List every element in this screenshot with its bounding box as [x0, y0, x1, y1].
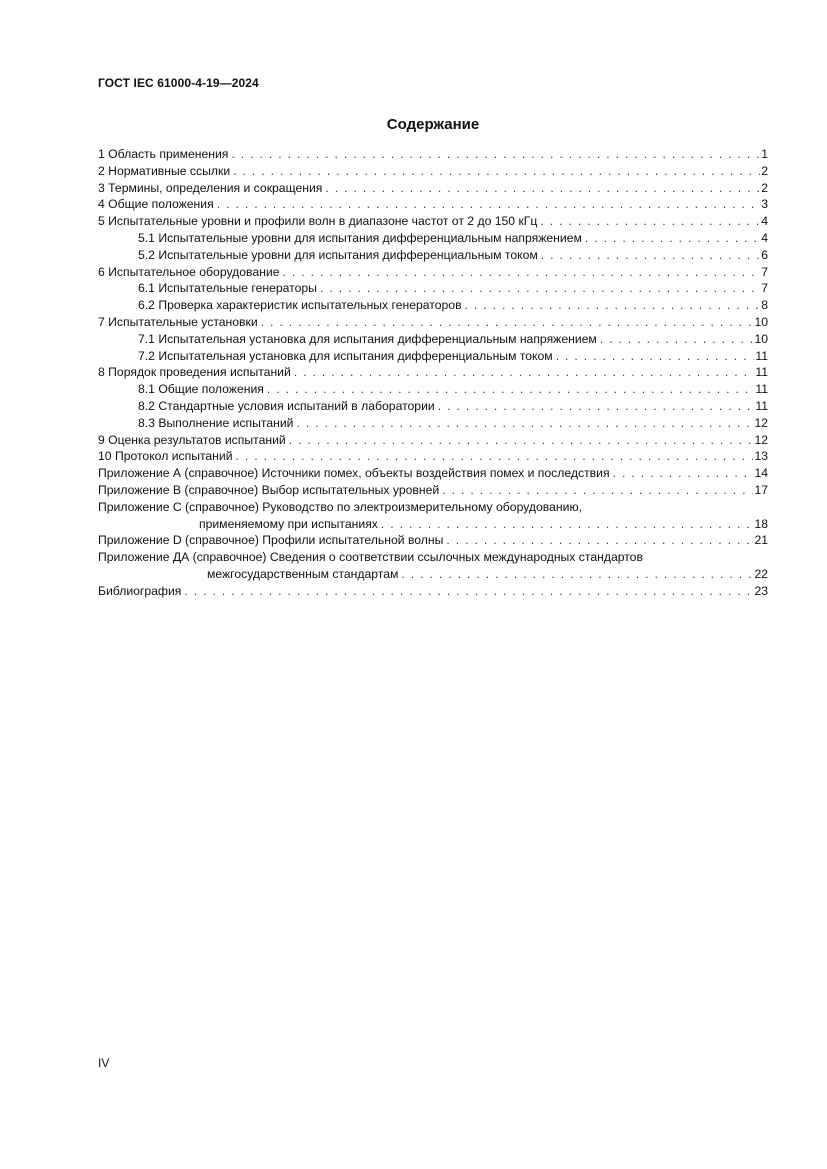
table-of-contents — [98, 146, 768, 600]
toc-entry-page: 23 — [754, 583, 768, 598]
document-header: ГОСТ IEC 61000-4-19—2024 — [98, 76, 259, 90]
toc-entry-text: 6 Испытательное оборудование — [98, 264, 280, 279]
toc-entry-page: 18 — [754, 516, 768, 531]
toc-entry-page: 21 — [754, 533, 768, 548]
toc-subentry[interactable] — [98, 398, 768, 415]
toc-entry[interactable] — [98, 180, 768, 197]
toc-entry-bibliography[interactable] — [98, 583, 768, 600]
toc-entry-page: 22 — [754, 566, 768, 581]
toc-entry-page: 12 — [754, 415, 768, 430]
toc-entry-text: 8.1 Общие положения — [138, 382, 264, 397]
toc-entry-page: 7 — [761, 264, 768, 279]
toc-leader — [236, 448, 754, 465]
toc-entry-text: Приложение D (справочное) Профили испытательной волны — [98, 533, 444, 548]
toc-entry-text: 7.1 Испытательная установка для испытания дифференциальным напряжением — [138, 331, 597, 346]
toc-entry-page: 11 — [755, 348, 768, 363]
toc-entry-text: Приложение С (справочное) Руководство по электроизмерительному оборудованию, — [98, 499, 582, 514]
toc-subentry[interactable] — [98, 297, 768, 314]
toc-subentry[interactable] — [98, 331, 768, 348]
toc-leader — [233, 163, 760, 180]
toc-entry[interactable] — [98, 432, 768, 449]
toc-entry-text: 5 Испытательные уровни и профили волн в диапазоне частот от 2 до 150 кГц — [98, 214, 538, 229]
toc-entry[interactable] — [98, 196, 768, 213]
toc-leader — [465, 297, 761, 314]
toc-leader — [231, 146, 760, 163]
toc-entry-page: 12 — [754, 432, 768, 447]
toc-entry-text: Приложение В (справочное) Выбор испытательных уровней — [98, 482, 440, 497]
toc-subentry[interactable] — [98, 247, 768, 264]
toc-entry-page: 10 — [754, 331, 768, 346]
toc-subentry[interactable] — [98, 381, 768, 398]
toc-entry-appendix-d[interactable] — [98, 532, 768, 549]
toc-entry[interactable] — [98, 448, 768, 465]
toc-entry-text: 1 Область применения — [98, 147, 229, 161]
toc-entry-text: 7.2 Испытательная установка для испытания дифференциальным током — [138, 348, 553, 363]
toc-entry-text: 6.1 Испытательные генераторы — [138, 281, 317, 296]
toc-title: Содержание — [386, 116, 480, 133]
toc-subentry[interactable] — [98, 280, 768, 297]
toc-entry[interactable] — [98, 146, 768, 163]
toc-entry-text: Приложение ДА (справочное) Сведения о соответствии ссылочных международных стандартов — [98, 550, 643, 565]
toc-entry-page: 14 — [754, 466, 768, 481]
toc-leader — [556, 348, 755, 365]
toc-entry-text: 9 Оценка результатов испытаний — [98, 432, 286, 447]
toc-leader — [296, 415, 753, 432]
toc-entry-text: 7 Испытательные установки — [98, 314, 258, 329]
toc-entry-appendix-b[interactable] — [98, 482, 768, 499]
toc-entry-appendix-da[interactable] — [98, 549, 768, 566]
toc-leader — [438, 398, 755, 415]
toc-leader — [613, 465, 754, 482]
toc-entry-page: 11 — [755, 365, 768, 380]
toc-entry-page: 4 — [761, 230, 768, 245]
toc-entry[interactable] — [98, 264, 768, 281]
toc-entry-text: 5.1 Испытательные уровни для испытания дифференциальным напряжением — [138, 230, 582, 245]
toc-entry-text: 6.2 Проверка характеристик испытательных генераторов — [138, 298, 462, 313]
toc-entry-page: 1 — [761, 147, 768, 161]
toc-entry-appendix-c[interactable] — [98, 499, 768, 516]
toc-entry-text: 4 Общие положения — [98, 197, 214, 212]
toc-leader — [325, 180, 760, 197]
toc-leader — [381, 516, 754, 533]
toc-leader — [267, 381, 754, 398]
toc-entry-page: 17 — [754, 482, 768, 497]
toc-entry-text: 2 Нормативные ссылки — [98, 163, 231, 178]
toc-leader — [184, 583, 753, 600]
toc-entry-text: 10 Протокол испытаний — [98, 449, 233, 464]
toc-entry-page: 6 — [761, 247, 768, 262]
toc-entry-page: 3 — [761, 197, 768, 212]
toc-entry-page: 2 — [761, 180, 768, 195]
toc-entry-text: межгосударственным стандартам — [207, 566, 399, 581]
toc-leader — [282, 264, 760, 281]
toc-entry-text: 8 Порядок проведения испытаний — [98, 365, 291, 380]
toc-entry-page: 10 — [754, 314, 768, 329]
toc-entry[interactable] — [98, 213, 768, 230]
toc-leader — [401, 566, 753, 583]
toc-entry-text: Библиография — [98, 583, 182, 598]
toc-entry-page: 2 — [761, 163, 768, 178]
toc-leader — [540, 213, 760, 230]
page-number: IV — [98, 1056, 110, 1070]
toc-entry-appendix-a[interactable] — [98, 465, 768, 482]
toc-entry-text: 3 Термины, определения и сокращения — [98, 180, 323, 195]
toc-entry-text: 8.2 Стандартные условия испытаний в лаборатории — [138, 398, 435, 413]
toc-entry[interactable] — [98, 314, 768, 331]
toc-entry-page: 7 — [761, 281, 768, 296]
toc-entry[interactable] — [98, 364, 768, 381]
toc-leader — [442, 482, 753, 499]
toc-entry-page: 8 — [761, 298, 768, 313]
toc-entry-page: 13 — [754, 449, 768, 464]
toc-entry-text: 5.2 Испытательные уровни для испытания дифференциальным током — [138, 247, 538, 262]
toc-leader — [600, 331, 754, 348]
toc-subentry[interactable] — [98, 348, 768, 365]
toc-entry-text: 8.3 Выполнение испытаний — [138, 415, 294, 430]
toc-leader — [585, 230, 760, 247]
toc-subentry[interactable] — [98, 415, 768, 432]
toc-entry[interactable] — [98, 163, 768, 180]
toc-leader — [294, 364, 755, 381]
toc-entry-page: 4 — [761, 214, 768, 229]
toc-leader — [289, 432, 754, 449]
toc-leader — [217, 196, 761, 213]
toc-subentry[interactable] — [98, 230, 768, 247]
toc-entry-text: Приложение А (справочное) Источники помех, объекты воздействия помех и последствия — [98, 466, 610, 481]
toc-entry-continuation[interactable] — [98, 566, 768, 583]
toc-entry-page: 11 — [755, 398, 768, 413]
toc-leader — [541, 247, 760, 264]
toc-leader — [446, 532, 753, 549]
toc-leader — [320, 280, 760, 297]
toc-entry-page: 11 — [755, 382, 768, 397]
toc-leader — [261, 314, 754, 331]
toc-entry-continuation[interactable] — [98, 516, 768, 533]
toc-entry-text: применяемому при испытаниях — [199, 516, 378, 531]
